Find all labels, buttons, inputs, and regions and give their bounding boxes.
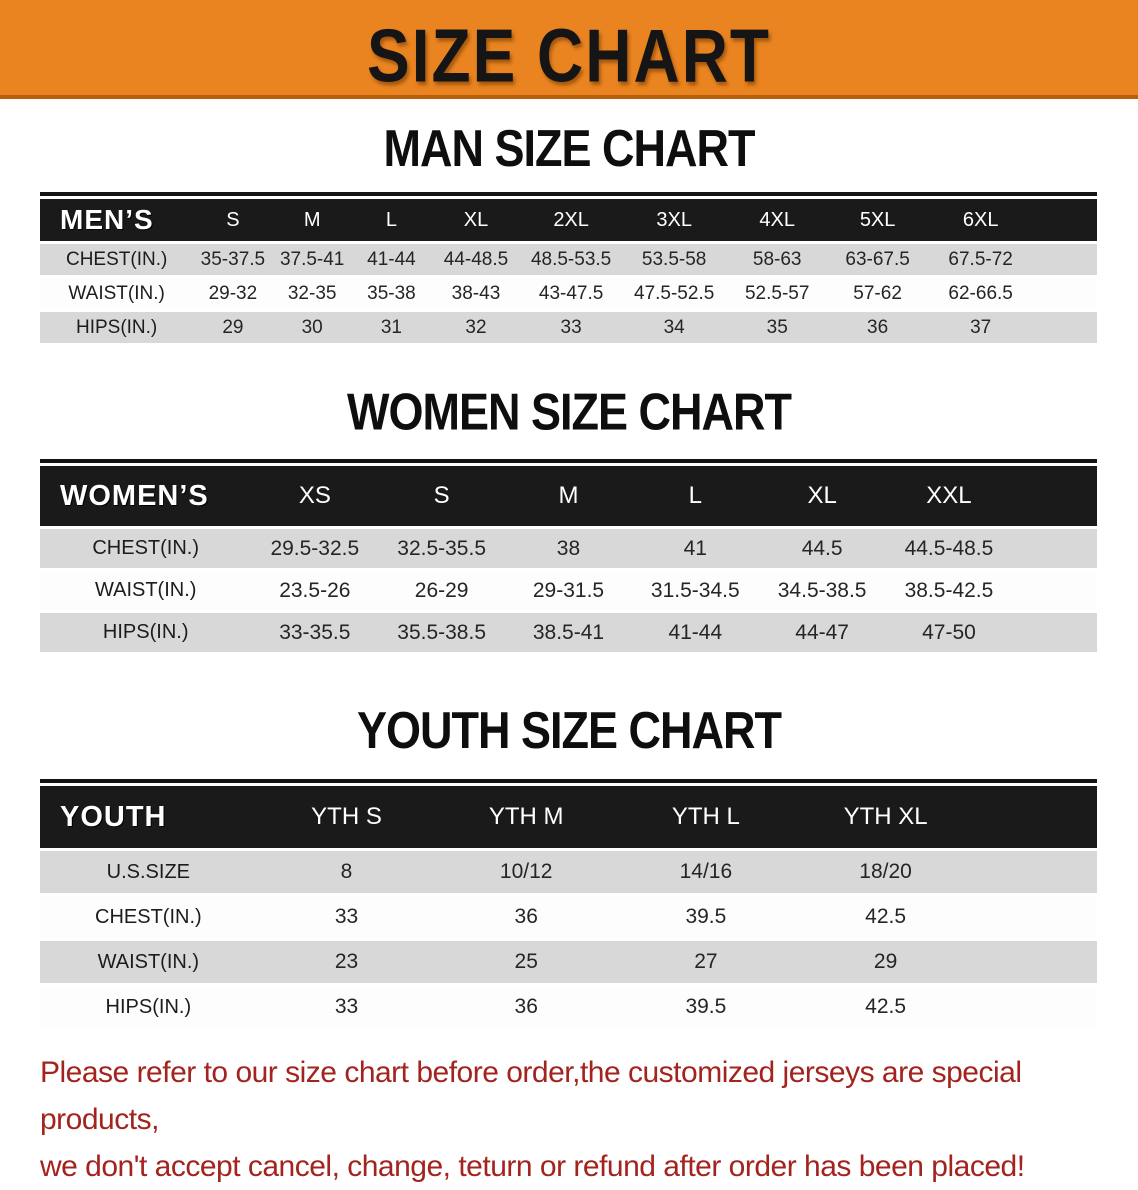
table-cell: 58-63 [727,244,827,275]
table-cell: 31 [352,312,431,343]
row-label: CHEST(IN.) [40,896,257,938]
table-cell: 38 [505,529,632,568]
table-cell: 44.5 [759,529,886,568]
table-cell: 52.5-57 [727,278,827,309]
spacer-cell [1012,466,1097,526]
size-column-header: XXL [886,466,1013,526]
table-title: YOUTH [40,786,257,848]
table-title: MEN’S [40,199,193,241]
size-column-header: M [273,199,352,241]
size-column-header: 3XL [621,199,727,241]
table-cell: 18/20 [796,851,976,893]
size-column-header: 6XL [928,199,1034,241]
row-label: HIPS(IN.) [40,312,193,343]
spacer-cell [1034,278,1098,309]
size-column-header: 2XL [521,199,621,241]
table-cell: 36 [436,986,616,1028]
spacer-cell [1034,199,1098,241]
header-row [40,466,1097,526]
table-cell: 38-43 [431,278,521,309]
women-section-heading [0,382,1138,441]
row-label: HIPS(IN.) [40,613,251,652]
table-cell: 33 [257,986,437,1028]
table-cell: 25 [436,941,616,983]
table-cell: 44.5-48.5 [886,529,1013,568]
size-column-header: XS [251,466,378,526]
table-cell: 42.5 [796,896,976,938]
table-row [40,613,1097,652]
youth-section-heading [0,701,1138,760]
table-cell: 8 [257,851,437,893]
row-label: CHEST(IN.) [40,529,251,568]
spacer-cell [1012,529,1097,568]
table-cell: 62-66.5 [928,278,1034,309]
disclaimer-line-1: Please refer to our size chart before order,the customized jerseys are special products, [40,1056,1022,1136]
table-cell: 23 [257,941,437,983]
table-row [40,986,1097,1028]
table-cell: 29 [796,941,976,983]
table-row [40,941,1097,983]
size-table [40,783,1097,1031]
spacer-cell [1034,312,1098,343]
table-cell: 36 [827,312,927,343]
spacer-cell [975,941,1097,983]
spacer-cell [975,786,1097,848]
spacer-cell [975,986,1097,1028]
mens-size-table [40,192,1097,346]
table-cell: 47.5-52.5 [621,278,727,309]
table-cell: 37 [928,312,1034,343]
table-cell: 23.5-26 [251,571,378,610]
table-cell: 36 [436,896,616,938]
youth-size-table [40,779,1097,1031]
spacer-cell [975,896,1097,938]
table-cell: 41-44 [352,244,431,275]
table-cell: 29.5-32.5 [251,529,378,568]
disclaimer-line-2: we don't accept cancel, change, teturn or refund after order has been placed! [40,1150,1025,1183]
table-cell: 38.5-41 [505,613,632,652]
table-row [40,312,1097,343]
table-row [40,244,1097,275]
table-cell: 48.5-53.5 [521,244,621,275]
table-cell: 41-44 [632,613,759,652]
size-column-header: S [193,199,272,241]
table-row [40,896,1097,938]
spacer-cell [1012,613,1097,652]
size-column-header: L [352,199,431,241]
size-chart-banner [0,0,1138,99]
man-section-heading-text: MAN SIZE CHART [383,119,755,178]
table-cell: 10/12 [436,851,616,893]
row-label: U.S.SIZE [40,851,257,893]
size-column-header: YTH M [436,786,616,848]
row-label: WAIST(IN.) [40,278,193,309]
table-cell: 31.5-34.5 [632,571,759,610]
table-cell: 41 [632,529,759,568]
size-column-header: XL [431,199,521,241]
table-cell: 34.5-38.5 [759,571,886,610]
table-cell: 67.5-72 [928,244,1034,275]
spacer-cell [975,851,1097,893]
header-row [40,786,1097,848]
table-cell: 42.5 [796,986,976,1028]
table-cell: 44-48.5 [431,244,521,275]
table-row [40,851,1097,893]
table-cell: 35-37.5 [193,244,272,275]
man-section-heading [0,119,1138,178]
women-section-heading-text: WOMEN SIZE CHART [347,382,791,441]
table-cell: 39.5 [616,986,796,1028]
table-cell: 47-50 [886,613,1013,652]
table-row [40,529,1097,568]
size-table [40,463,1097,655]
spacer-cell [1034,244,1098,275]
table-cell: 29 [193,312,272,343]
header-row [40,199,1097,241]
table-row [40,278,1097,309]
size-column-header: XL [759,466,886,526]
size-column-header: YTH L [616,786,796,848]
row-label: WAIST(IN.) [40,941,257,983]
size-column-header: M [505,466,632,526]
row-label: CHEST(IN.) [40,244,193,275]
table-cell: 35-38 [352,278,431,309]
table-cell: 33 [521,312,621,343]
row-label: WAIST(IN.) [40,571,251,610]
table-cell: 63-67.5 [827,244,927,275]
table-cell: 32 [431,312,521,343]
size-table [40,196,1097,346]
table-cell: 27 [616,941,796,983]
womens-size-table [40,459,1097,655]
size-column-header: L [632,466,759,526]
table-cell: 32.5-35.5 [378,529,505,568]
table-cell: 44-47 [759,613,886,652]
table-cell: 33-35.5 [251,613,378,652]
size-column-header: 4XL [727,199,827,241]
table-cell: 35 [727,312,827,343]
row-label: HIPS(IN.) [40,986,257,1028]
table-cell: 29-31.5 [505,571,632,610]
spacer-cell [1012,571,1097,610]
size-column-header: YTH S [257,786,437,848]
table-cell: 14/16 [616,851,796,893]
table-cell: 30 [273,312,352,343]
table-cell: 43-47.5 [521,278,621,309]
table-cell: 57-62 [827,278,927,309]
table-row [40,571,1097,610]
size-column-header: 5XL [827,199,927,241]
disclaimer-text [40,1049,1110,1190]
table-cell: 39.5 [616,896,796,938]
table-cell: 34 [621,312,727,343]
table-cell: 33 [257,896,437,938]
table-cell: 32-35 [273,278,352,309]
table-cell: 37.5-41 [273,244,352,275]
table-cell: 35.5-38.5 [378,613,505,652]
size-column-header: YTH XL [796,786,976,848]
table-title: WOMEN’S [40,466,251,526]
banner-title: SIZE CHART [367,13,771,99]
table-cell: 29-32 [193,278,272,309]
size-column-header: S [378,466,505,526]
youth-section-heading-text: YOUTH SIZE CHART [356,701,781,760]
table-cell: 26-29 [378,571,505,610]
table-cell: 53.5-58 [621,244,727,275]
table-cell: 38.5-42.5 [886,571,1013,610]
